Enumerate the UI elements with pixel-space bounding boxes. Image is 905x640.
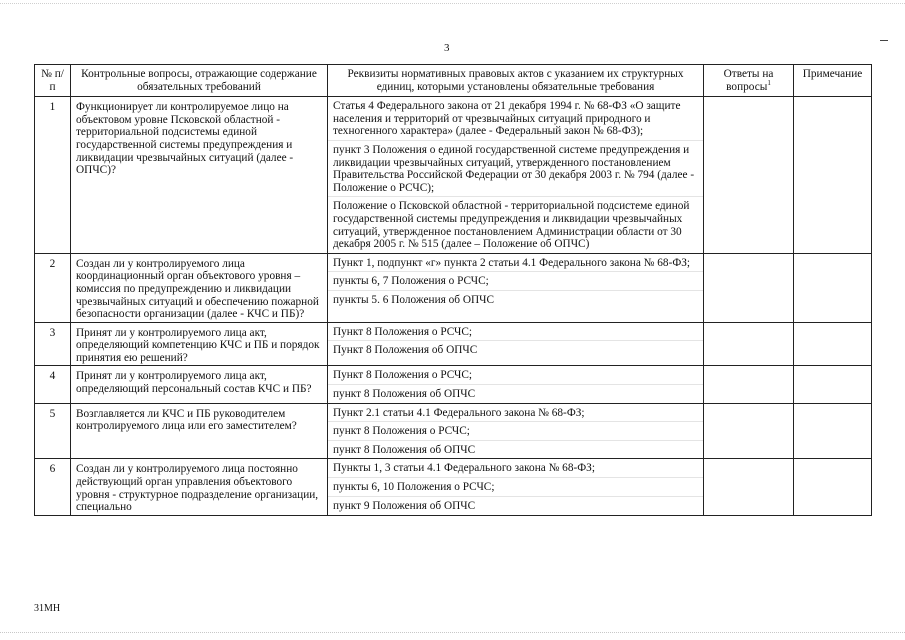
legal-reference: Пункт 8 Положения о РСЧС;: [333, 369, 473, 382]
header-answers-label: Ответы на вопросы: [723, 68, 774, 93]
header-answers: [704, 65, 794, 97]
control-question: Функционирует ли контролируемое лицо на объектовом уровне Псковской областной - территориальной подсистемы единой государственной системы предупреждения и ликвидации чрезвычайных ситуаций (далее - ОПЧС)?: [71, 97, 328, 254]
row-number: 4: [35, 366, 71, 403]
legal-reference: пункт 9 Положения об ОПЧС: [328, 496, 703, 515]
legal-reference: Статья 4 Федерального закона от 21 декабря 1994 г. № 68-ФЗ «О защите населения и территорий от чрезвычайных ситуаций природного и техногенного характера» (далее - Федеральный закон № 68-ФЗ);: [333, 100, 681, 138]
note-cell[interactable]: [794, 366, 872, 403]
legal-reference: Положение о Псковской областной - территориальной подсистеме единой государственной системы предупреждения и ликвидации чрезвычайных ситуаций, утвержденное постановлением Администрации области от 30 декабря 2005 г. № 515 (далее – Положение об ОПЧС): [328, 196, 703, 252]
legal-reference-cell: [328, 366, 704, 403]
page-number: 3: [444, 42, 450, 54]
note-cell[interactable]: [794, 253, 872, 322]
legal-reference: Пункт 2.1 статьи 4.1 Федерального закона № 68-ФЗ;: [333, 406, 585, 419]
table-row: [35, 459, 872, 515]
table-header-row: [35, 65, 872, 97]
row-number: 2: [35, 253, 71, 322]
legal-reference: Пункт 8 Положения о РСЧС;: [333, 325, 473, 338]
control-question: Возглавляется ли КЧС и ПБ руководителем контролируемого лица или его заместителем?: [71, 403, 328, 459]
table-row: [35, 403, 872, 459]
row-number: 5: [35, 403, 71, 459]
table-row: [35, 322, 872, 366]
control-question: Принят ли у контролируемого лица акт, определяющий персональный состав КЧС и ПБ?: [71, 366, 328, 403]
legal-reference: пункт 8 Положения об ОПЧС: [328, 440, 703, 459]
note-cell[interactable]: [794, 403, 872, 459]
control-question: Создан ли у контролируемого лица постоянно действующий орган управления объектового уровня - структурное подразделение организации, специально: [71, 459, 328, 515]
legal-reference-cell: [328, 322, 704, 366]
answer-cell[interactable]: [704, 366, 794, 403]
legal-reference: пункты 6, 7 Положения о РСЧС;: [328, 271, 703, 290]
legal-reference: Пункты 1, 3 статьи 4.1 Федерального закона № 68-ФЗ;: [333, 462, 595, 475]
note-cell[interactable]: [794, 97, 872, 254]
legal-reference-cell: [328, 253, 704, 322]
answer-cell[interactable]: [704, 459, 794, 515]
scan-edge-bottom: [0, 632, 905, 634]
legal-reference-cell: [328, 459, 704, 515]
footnote-marker: 1: [767, 78, 771, 87]
legal-reference: пункт 8 Положения об ОПЧС: [328, 384, 703, 403]
legal-reference: Пункт 1, подпункт «г» пункта 2 статьи 4.1 Федерального закона № 68-ФЗ;: [333, 256, 691, 269]
table-body: [35, 97, 872, 516]
legal-reference: пункты 6, 10 Положения о РСЧС;: [328, 477, 703, 496]
scan-edge-top: [0, 3, 905, 5]
header-number: № п/п: [35, 65, 71, 97]
header-reference: Реквизиты нормативных правовых актов с указанием их структурных единиц, которыми установлены обязательные требования: [328, 65, 704, 97]
note-cell[interactable]: [794, 459, 872, 515]
header-question: Контрольные вопросы, отражающие содержание обязательных требований: [71, 65, 328, 97]
header-note: Примечание: [794, 65, 872, 97]
legal-reference: пункт 3 Положения о единой государственной системе предупреждения и ликвидации чрезвычайных ситуаций, утвержденного постановлением Правительства Российской Федерации от 30 декабря 2003 г. № 794 (далее - Положение о РСЧС);: [328, 140, 703, 196]
footer-code: 31МН: [34, 603, 61, 614]
answer-cell[interactable]: [704, 97, 794, 254]
legal-reference: пункты 5. 6 Положения об ОПЧС: [328, 290, 703, 309]
row-number: 1: [35, 97, 71, 254]
table-row: [35, 253, 872, 322]
answer-cell[interactable]: [704, 322, 794, 366]
table-row: [35, 97, 872, 254]
legal-reference-cell: [328, 403, 704, 459]
answer-cell[interactable]: [704, 253, 794, 322]
table-row: [35, 366, 872, 403]
answer-cell[interactable]: [704, 403, 794, 459]
row-number: 3: [35, 322, 71, 366]
legal-reference-cell: [328, 97, 704, 254]
control-question: Принят ли у контролируемого лица акт, определяющий компетенцию КЧС и ПБ и порядок принятия ею решений?: [71, 322, 328, 366]
legal-reference: Пункт 8 Положения об ОПЧС: [328, 340, 703, 359]
scan-mark: [880, 40, 888, 41]
control-question: Создан ли у контролируемого лица координационный орган объектового уровня – комиссия по предупреждению и ликвидации чрезвычайных ситуаций и обеспечению пожарной безопасности организации (далее - КЧС и ПБ)?: [71, 253, 328, 322]
legal-reference: пункт 8 Положения о РСЧС;: [328, 421, 703, 440]
requirements-table: [34, 64, 872, 516]
row-number: 6: [35, 459, 71, 515]
note-cell[interactable]: [794, 322, 872, 366]
